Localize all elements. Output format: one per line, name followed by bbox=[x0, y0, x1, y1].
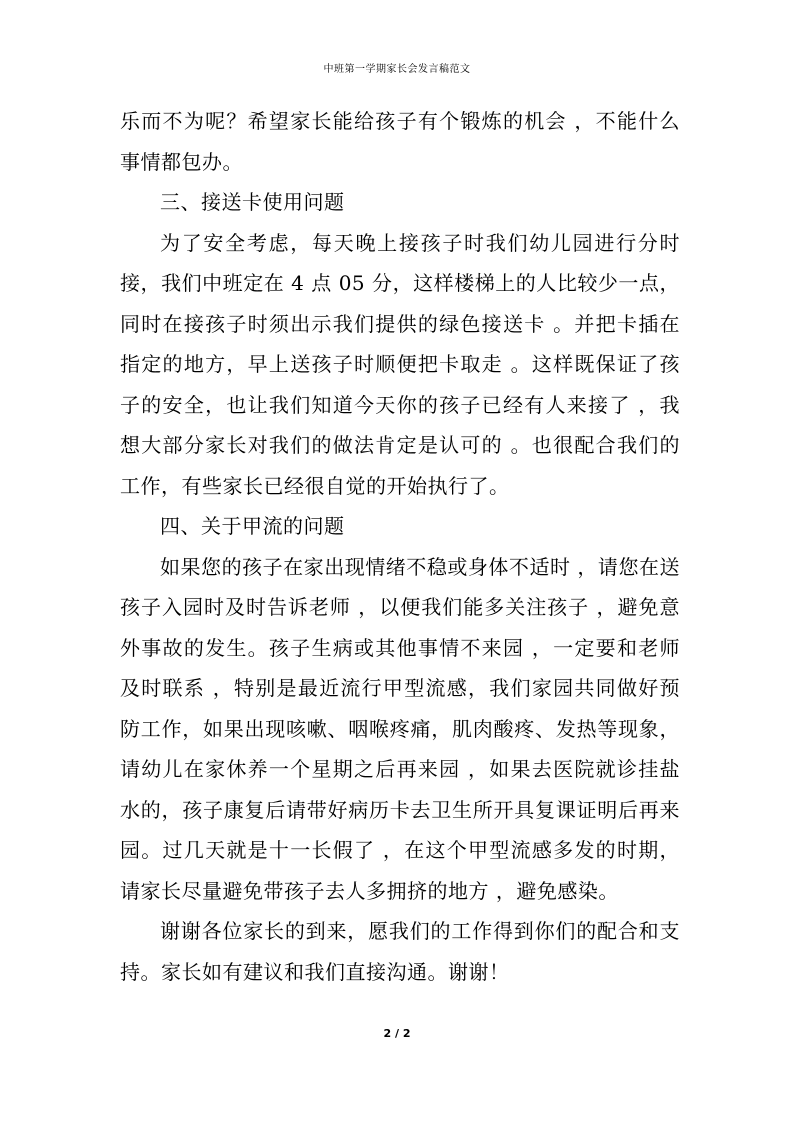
paragraph-continuation: 乐而不为呢？希望家长能给孩子有个锻炼的机会 ，不能什么事情都包办。 bbox=[120, 109, 680, 174]
paragraph-pickup-card: 为了安全考虑，每天晚上接孩子时我们幼儿园进行分时接，我们中班定在 4 点 05 分，这样楼梯上的人比较少一点，同时在接孩子时须出示我们提供的绿色接送卡 。并把卡插在指定的地方，早上送孩子时顺便把卡取走 。这样既保证了孩子的安全，也让我们知道今天你的孩子已经有人来接了 ，我想大部分家长对我们的做法肯定是认可的 。也很配合我们的工作，有些家长已经很自觉的开始执行了。 bbox=[120, 230, 680, 498]
paragraph-closing: 谢谢各位家长的到来，愿我们的工作得到你们的配合和支持。家长如有建议和我们直接沟通。谢谢！ bbox=[120, 919, 680, 984]
section-heading-influenza: 四、关于甲流的问题 bbox=[160, 514, 345, 538]
document-body bbox=[120, 101, 680, 992]
paragraph-influenza: 如果您的孩子在家出现情绪不稳或身体不适时 ，请您在送孩子入园时及时告诉老师 ，以便我们能多关注孩子 ，避免意外事故的发生。孩子生病或其他事情不来园 ，一定要和老师及时联系 ，特别是最近流行甲型流感，我们家园共同做好预防工作，如果出现咳嗽、咽喉疼痛，肌肉酸疼、发热等现象，请幼儿在家休养一个星期之后再来园 ，如果去医院就诊挂盐水的，孩子康复后请带好病历卡去卫生所开具复课证明后再来园。过几天就是十一长假了 ，在这个甲型流感多发的时期，请家长尽量避免带孩子去人多拥挤的地方 ，避免感染。 bbox=[120, 554, 680, 903]
page-number: 2 / 2 bbox=[383, 1027, 411, 1040]
section-heading-pickup-card: 三、接送卡使用问题 bbox=[160, 190, 345, 214]
document-header: 中班第一学期家长会发言稿范文 bbox=[323, 64, 471, 75]
